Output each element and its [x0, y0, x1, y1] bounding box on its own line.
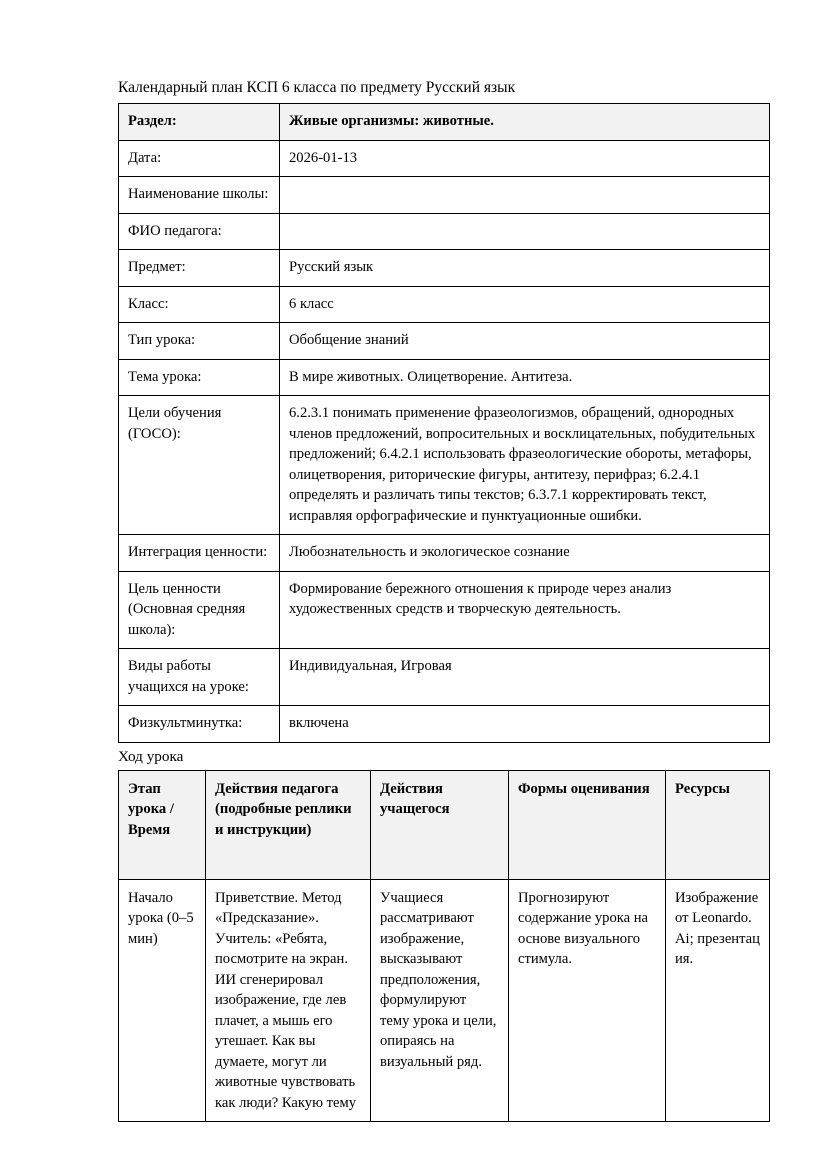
cell-resources	[666, 879, 770, 1122]
info-value-physical-minute: включена	[280, 706, 770, 743]
info-value-value-goal: Формирование бережного отношения к природе через анализ художественных средств и творческую деятельность.	[280, 571, 770, 649]
cell-stage	[119, 879, 206, 1122]
info-value-date: 2026-01-13	[280, 140, 770, 177]
table-row	[119, 706, 770, 743]
table-row	[119, 571, 770, 649]
cell-stage-text: Начало урока (0–5 мин)	[128, 889, 194, 947]
info-value-value-integration: Любознательность и экологическое сознание	[280, 535, 770, 572]
table-row	[119, 649, 770, 706]
table-row	[119, 104, 770, 141]
column-header-student-actions: Действия учащегося	[371, 770, 509, 879]
info-value-lesson-topic: В мире животных. Олицетворение. Антитеза.	[280, 359, 770, 396]
cell-student-actions-text: Учащиеся рассматривают изображение, высказывают предположения, формулируют тему урока и цели, опираясь на визуальный ряд.	[380, 889, 497, 1070]
info-label-learning-objectives: Цели обучения (ГОСО):	[119, 396, 280, 535]
info-value-subject: Русский язык	[280, 250, 770, 287]
info-header-label: Раздел:	[119, 104, 280, 141]
table-header-row	[119, 770, 770, 879]
lesson-info-table	[118, 103, 770, 743]
column-header-teacher-actions: Действия педагога (подробные реплики и инструкции)	[206, 770, 371, 879]
table-row	[119, 250, 770, 287]
table-row	[119, 213, 770, 250]
info-label-teacher-name: ФИО педагога:	[119, 213, 280, 250]
info-value-school	[280, 177, 770, 214]
info-label-subject: Предмет:	[119, 250, 280, 287]
table-row	[119, 286, 770, 323]
cell-assessment-forms-text: Прогнозируют содержание урока на основе визуального стимула.	[518, 889, 649, 967]
cell-teacher-actions	[206, 879, 371, 1122]
info-label-physical-minute: Физкультминутка:	[119, 706, 280, 743]
info-value-learning-objectives: 6.2.3.1 понимать применение фразеологизмов, обращений, однородных членов предложений, вопросительных и восклицательных, побудительных предложений; 6.4.2.1 использовать фразеологические обороты, метафоры, олицетворения, риторические фигуры, антитезу, перифраз; 6.2.4.1 определять и различать типы текстов; 6.3.7.1 корректировать текст, исправляя орфографические и пунктуационные ошибки.	[280, 396, 770, 535]
table-row	[119, 359, 770, 396]
cell-teacher-actions-text: Приветствие. Метод «Предсказание». Учитель: «Ребята, посмотрите на экран. ИИ сгенерировал изображение, где лев плачет, а мышь его утешает. Как вы думаете, могут ли животные чувствовать как люди? Какую тему	[215, 889, 357, 1111]
lesson-flow-heading: Ход урока	[118, 747, 184, 765]
info-label-work-types: Виды работы учащихся на уроке:	[119, 649, 280, 706]
table-row	[119, 140, 770, 177]
table-row	[119, 323, 770, 360]
cell-assessment-forms	[509, 879, 666, 1122]
cell-resources-text: Изображение от Leonardo.Ai; презентация.	[675, 889, 760, 967]
info-label-value-integration: Интеграция ценности:	[119, 535, 280, 572]
table-row	[119, 396, 770, 535]
info-value-work-types: Индивидуальная, Игровая	[280, 649, 770, 706]
column-header-assessment-forms: Формы оценивания	[509, 770, 666, 879]
lesson-flow-table	[118, 770, 770, 1123]
info-label-lesson-type: Тип урока:	[119, 323, 280, 360]
info-value-lesson-type: Обобщение знаний	[280, 323, 770, 360]
info-header-value: Живые организмы: животные.	[280, 104, 770, 141]
column-header-stage: Этап урока / Время	[119, 770, 206, 879]
table-row	[119, 879, 770, 1122]
info-label-school: Наименование школы:	[119, 177, 280, 214]
table-row	[119, 535, 770, 572]
page-title: Календарный план КСП 6 класса по предмету Русский язык	[118, 79, 516, 96]
info-label-grade: Класс:	[119, 286, 280, 323]
info-label-lesson-topic: Тема урока:	[119, 359, 280, 396]
info-value-teacher-name	[280, 213, 770, 250]
cell-student-actions	[371, 879, 509, 1122]
table-row	[119, 177, 770, 214]
info-label-value-goal: Цель ценности (Основная средняя школа):	[119, 571, 280, 649]
column-header-resources: Ресурсы	[666, 770, 770, 879]
info-label-date: Дата:	[119, 140, 280, 177]
info-value-grade: 6 класс	[280, 286, 770, 323]
